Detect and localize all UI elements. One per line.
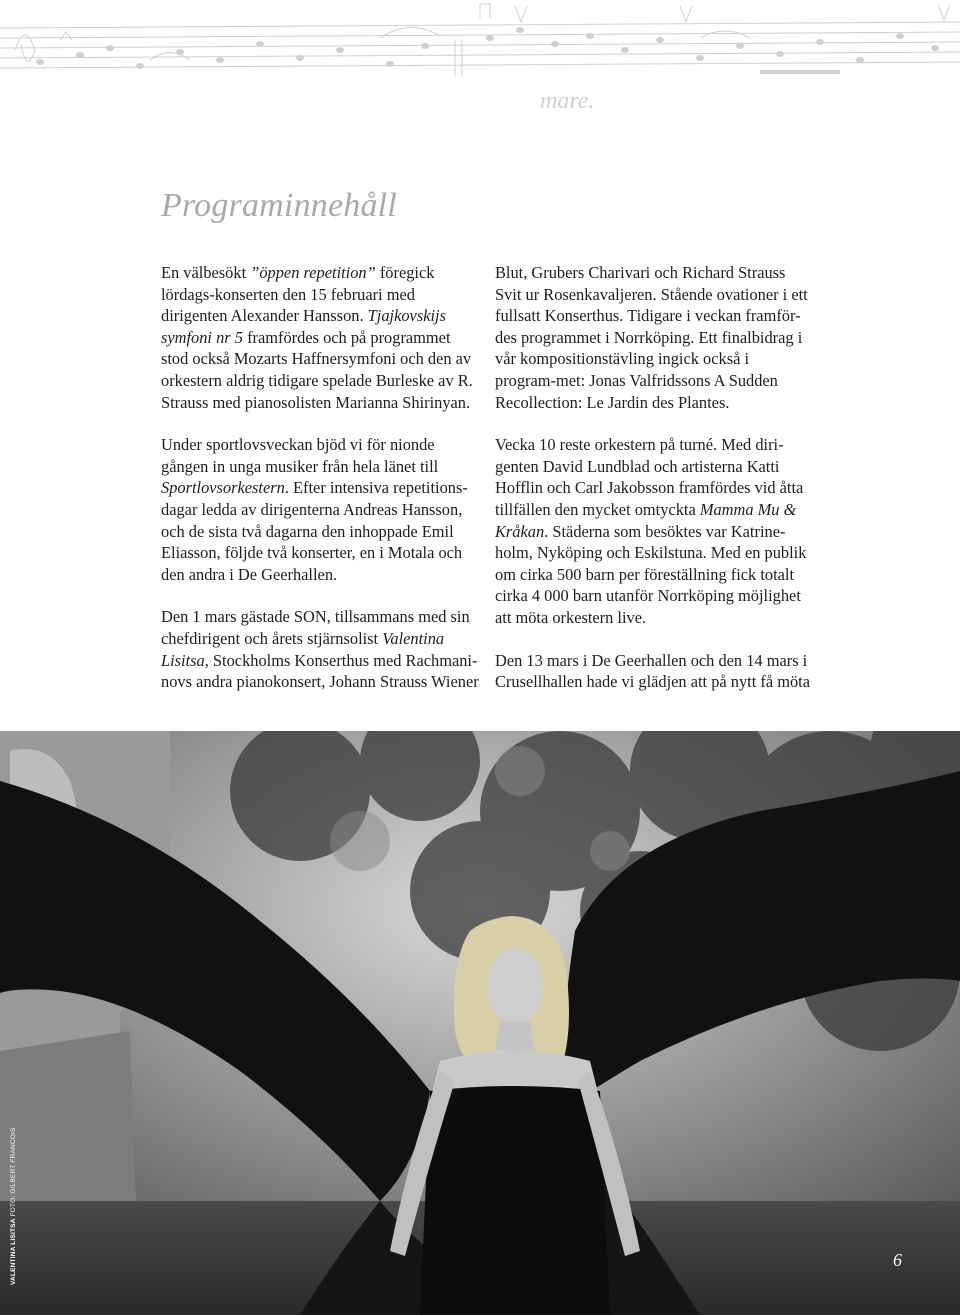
paragraph-open-rehearsal: En välbesökt ”öppen repetition” föregick lördags-konserten den 15 februari med dirigenten Alexander Hansson. Tjajkovskijs symfoni nr 5 framfördes och på programmet stod också Mozarts Haffnersymfoni och den av orkestern aldrig tidigare spelade Burleske av R. Strauss med pianosolisten Marianna Shirinyan. (161, 263, 473, 412)
paragraph-sportlov: Under sportlovsveckan bjöd vi för nionde gången in unga musiker från hela länet till Sportlovsorkestern. Efter intensiva repetitions-dagar ledda av dirigenterna Andreas Hansson, och de sista två dagarna den inhoppade Emil Eliasson, följde två konserter, en i Motala och den andra i De Geerhallen. (161, 435, 468, 584)
paragraph-march-concerts: Den 13 mars i De Geerhallen och den 14 mars i Crusellhallen hade vi glädjen att på nytt få möta (495, 650, 810, 692)
svg-text:mare.: mare. (540, 88, 595, 114)
paragraph-tour: Vecka 10 reste orkestern på turné. Med diri-genten David Lundblad och artisterna Katti Hofflin och Carl Jakobsson framfördes vid åtta tillfällen den mycket omtyckta Mamma Mu & Kråkan. Städerna som besöktes var Katrine-holm, Nyköping och Eskilstuna. Med en publik om cirka 500 barn per föreställning fick totalt cirka 4 000 barn utanför Norrköping möjlighet att möta orkestern live. (495, 435, 807, 627)
page-number: 6 (893, 1250, 902, 1270)
soloist-photo (0, 731, 960, 1315)
soloist-photo-drawing (0, 731, 960, 1315)
paragraph-konserthus: Blut, Grubers Charivari och Richard Strauss Svit ur Rosenkavaljeren. Stående ovationer i ett fullsatt Konserthus. Tidigare i veckan framför-des programmet i Norrköping. Ett finalbidrag i vår kompositionstävling ingick också i program-met: Jonas Valfridssons A Sudden Recollection: Le Jardin des Plantes. (495, 263, 808, 412)
left-column (161, 262, 479, 714)
music-score-decoration (0, 0, 960, 150)
page-title: Programinnehåll (161, 187, 397, 224)
paragraph-son-guest: Den 1 mars gästade SON, tillsammans med sin chefdirigent och årets stjärnsolist Valentina Lisitsa, Stockholms Konserthus med Rachmani-novs andra pianokonsert, Johann Strauss Wiener (161, 607, 479, 692)
right-column (495, 262, 810, 714)
photo-caption: VALENTINA LISITSA FOTO: GILBERT FRANCOIS (10, 1127, 17, 1285)
